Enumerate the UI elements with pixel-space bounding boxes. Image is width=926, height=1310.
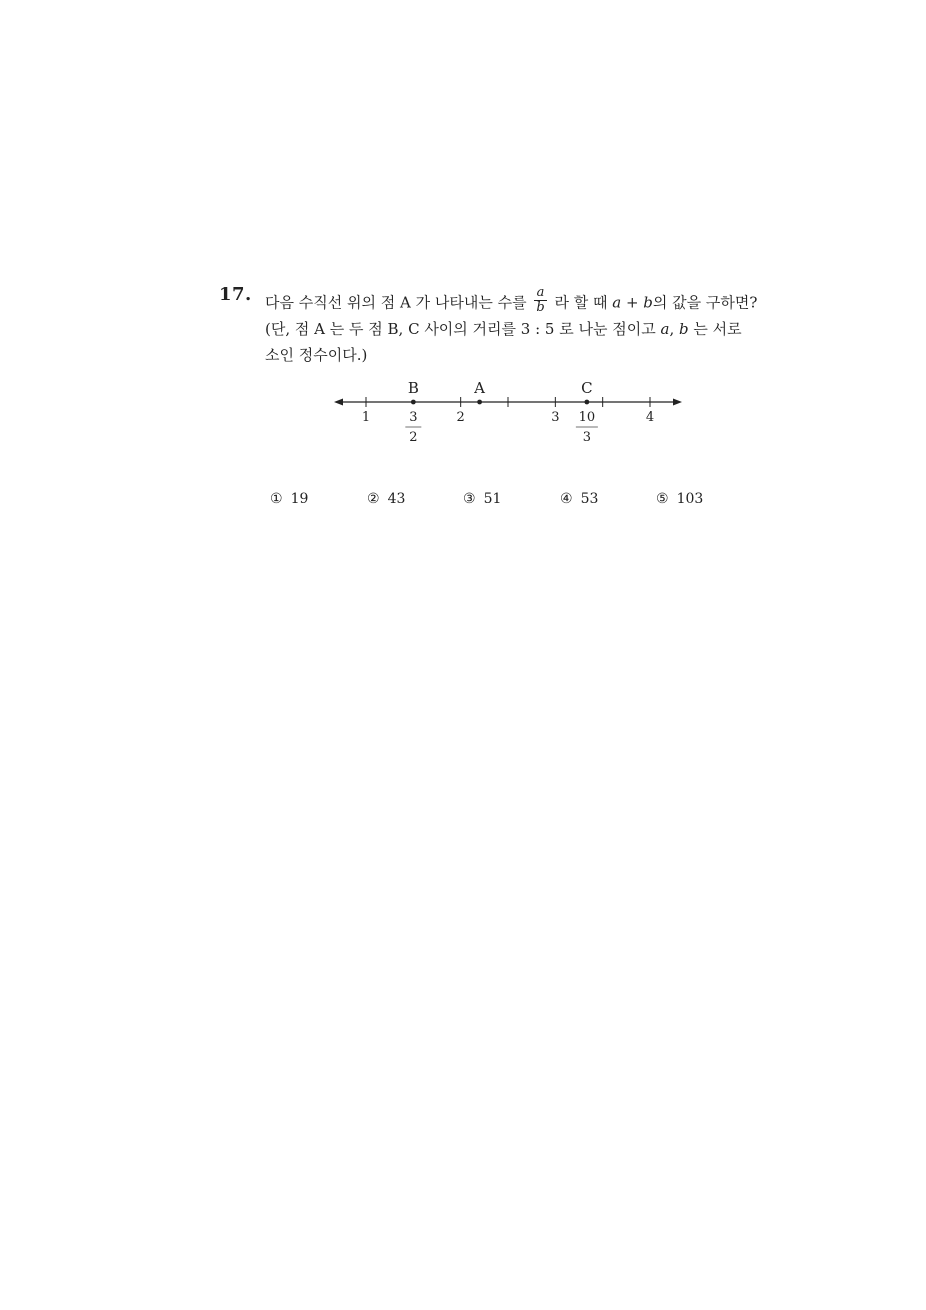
fraction-denominator: b	[536, 300, 545, 315]
question-expression: a + b	[612, 293, 653, 312]
point-label-C: C	[581, 379, 593, 397]
choice-1-mark: ①	[270, 491, 283, 507]
question-text-1a: 다음 수직선 위의 점 A 가 나타내는 수를	[265, 293, 527, 312]
fraction-label-denominator-1: 3	[582, 430, 592, 445]
choice-2-value: 43	[387, 491, 406, 507]
arrow-right-icon	[673, 399, 682, 406]
arrow-left-icon	[334, 399, 343, 406]
question-text-2b: 는 서로	[693, 320, 742, 338]
variable-b: b	[679, 320, 689, 338]
tick-label-3: 3	[551, 410, 560, 425]
question-text-1c: 의 값을 구하면?	[652, 293, 758, 312]
point-C	[584, 400, 589, 405]
choice-4[interactable]	[560, 491, 598, 507]
choice-4-mark: ④	[560, 491, 573, 507]
choice-2-mark: ②	[367, 491, 380, 507]
answer-choices	[0, 491, 926, 511]
fraction-label-numerator-1: 10	[578, 410, 596, 425]
tick-label-4: 4	[645, 410, 655, 425]
fraction-label-denominator-0: 2	[409, 430, 418, 445]
question-line-3: 소인 정수이다.)	[265, 346, 368, 364]
choice-3-mark: ③	[463, 491, 476, 507]
choice-3-value: 51	[483, 491, 502, 507]
choice-5-value: 103	[676, 491, 704, 507]
question-text-2a: (단, 점 A 는 두 점 B, C 사이의 거리를 3 : 5 로 나눈 점이고	[265, 320, 656, 338]
fraction-numerator: a	[534, 286, 546, 301]
comma: ,	[669, 320, 675, 338]
choice-4-value: 53	[580, 491, 599, 507]
point-label-A: A	[474, 379, 486, 397]
choice-5-mark: ⑤	[656, 491, 669, 507]
choice-2[interactable]	[367, 491, 405, 507]
point-B	[411, 400, 416, 405]
choice-1[interactable]	[270, 491, 308, 507]
fraction-label-numerator-0: 3	[409, 410, 418, 425]
question-number: 17.	[219, 284, 252, 305]
point-label-B: B	[407, 379, 419, 397]
choice-3[interactable]	[463, 491, 501, 507]
choice-1-value: 19	[290, 491, 309, 507]
choice-5[interactable]	[656, 491, 703, 507]
point-A	[477, 400, 482, 405]
number-line-figure	[0, 0, 926, 460]
tick-label-2: 2	[456, 410, 465, 425]
number-line	[334, 379, 682, 445]
question-text-1b: 라 할 때	[554, 293, 608, 312]
variable-a: a	[660, 320, 670, 338]
tick-label-1: 1	[361, 410, 371, 425]
